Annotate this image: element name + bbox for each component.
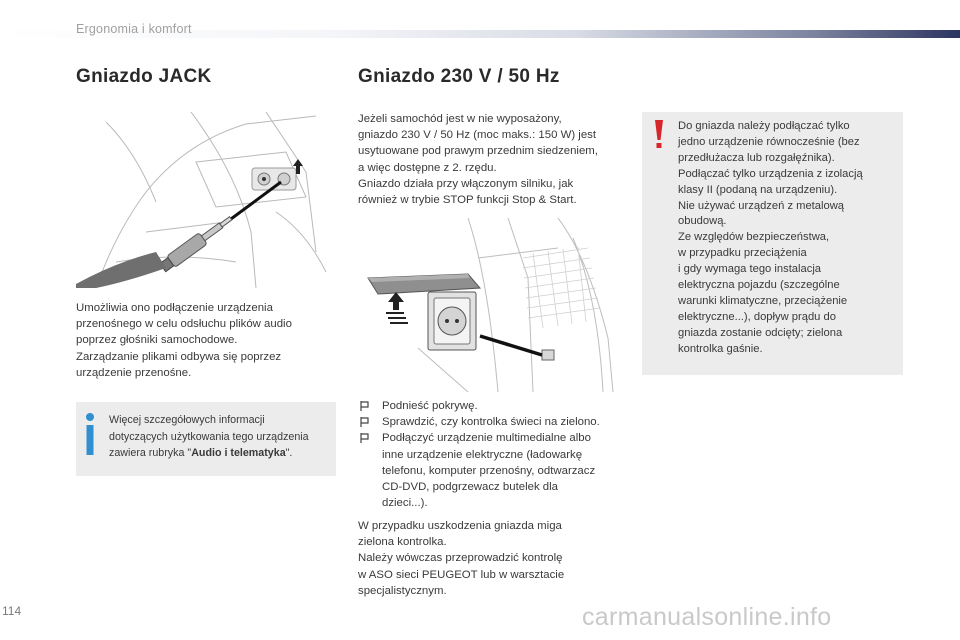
step-item: Podnieść pokrywę. xyxy=(358,398,600,414)
flag-bullet-icon xyxy=(360,417,369,427)
warning-note xyxy=(642,112,903,375)
info-icon xyxy=(85,412,95,456)
warning-icon xyxy=(652,120,666,150)
socket-intro: Jeżeli samochód jest w nie wyposażony, gniazdo 230 V / 50 Hz (moc maks.: 150 W) jest usytuowane pod prawym przednim siedzeniem, a więc dostępne z 2. rzędu. Gniazdo działa przy włączonym silniku, jak również w trybie STOP funkcji Stop & Start. xyxy=(358,113,598,207)
jack-description: Umożliwia ono podłączenie urządzenia przenośnego w celu odsłuchu plików audio poprzez głośniki samochodowe. Zarządzanie plikami odbywa się poprzez urządzenie przenośne. xyxy=(76,302,292,379)
socket-fault-note: W przypadku uszkodzenia gniazda miga zielona kontrolka. Należy wówczas przeprowadzić kontrolę w ASO sieci PEUGEOT lub w warsztacie specjalistycznym. xyxy=(358,520,565,597)
info-note-reference: Audio i telematyka xyxy=(191,447,286,459)
warning-note-text: Do gniazda należy podłączać tylko jedno urządzenie równocześnie (bez przedłużacza lub rozgałęźnika). Podłączać tylko urządzenia z izolacją klasy II (podaną na urządzeniu). Nie używać urządzeń z metalową obudową. Ze względów bezpieczeństwa, w przypadku przeciążenia i gdy wymaga tego instalacja elektryczna pojazdu (szczególne warunki klimatyczne, przeciążenie elektryczne...), dopływ prądu do gniazda zostanie odcięty; zielona kontrolka gaśnie. xyxy=(678,120,863,355)
jack-socket-illustration xyxy=(76,112,336,288)
step-item: Sprawdzić, czy kontrolka świeci na zielono. xyxy=(358,414,600,430)
socket-steps xyxy=(358,398,600,511)
watermark: carmanualsonline.info xyxy=(582,603,832,631)
section-title: Ergonomia i komfort xyxy=(76,22,192,36)
jack-heading: Gniazdo JACK xyxy=(76,66,212,87)
flag-bullet-icon xyxy=(360,401,369,411)
flag-bullet-icon xyxy=(360,433,369,443)
info-note-text: Więcej szczegółowych informacji dotyczących użytkowania tego urządzenia zawiera rubryka "Audio i telematyka". xyxy=(109,414,309,459)
info-note xyxy=(76,402,336,476)
socket-illustration xyxy=(358,218,618,392)
page-number: 114 xyxy=(2,604,22,618)
step-item: Podłączyć urządzenie multimedialne albo inne urządzenie elektryczne (ładowarkę telefonu, komputer przenośny, odtwarzacz CD-DVD, podgrzewacz butelek dla dzieci...). xyxy=(358,430,600,511)
socket-heading: Gniazdo 230 V / 50 Hz xyxy=(358,66,560,87)
